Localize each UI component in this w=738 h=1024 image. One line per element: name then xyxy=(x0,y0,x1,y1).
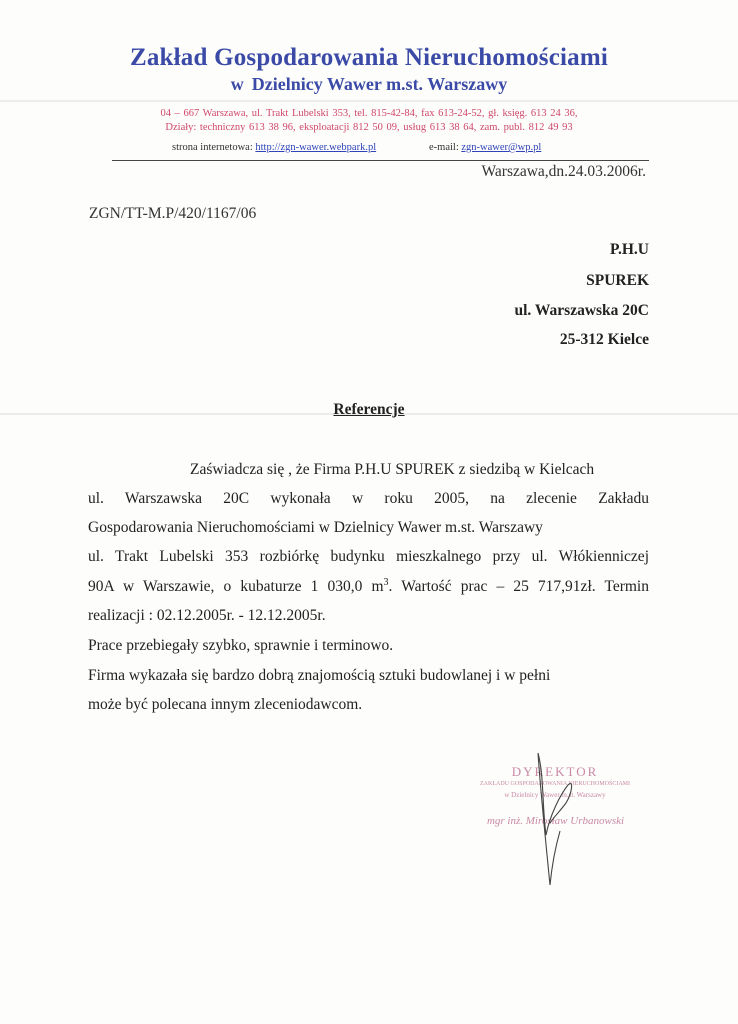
email-label: e-mail: xyxy=(429,142,459,153)
recipient-line: ul. Warszawska 20C xyxy=(514,302,649,319)
stamp-line: ZAKŁADU GOSPODAROWANIA NIERUCHOMOŚCIAMI xyxy=(479,781,630,787)
organization-subtitle-text: Dzielnicy Wawer m.st. Warszawy xyxy=(251,74,508,94)
body-line: ul. Trakt Lubelski 353 rozbiórkę budynku mieszkalnego przy ul. Włókienniczej xyxy=(88,548,649,565)
website-link[interactable]: http://zgn-wawer.webpark.pl xyxy=(255,142,377,153)
email-link[interactable]: zgn-wawer@wp.pl xyxy=(461,142,542,153)
reference-number: ZGN/TT-M.P/420/1167/06 xyxy=(89,205,257,222)
body-line: Zaświadcza się , że Firma P.H.U SPUREK z siedzibą w Kielcach xyxy=(190,461,595,478)
recipient-line: P.H.U xyxy=(609,241,649,258)
letter-date: Warszawa,dn.24.03.2006r. xyxy=(481,163,646,180)
body-line: ul. Warszawska 20C wykonała w roku 2005, na zlecenie Zakładu xyxy=(88,490,649,507)
body-line: Prace przebiegały szybko, sprawnie i terminowo. xyxy=(88,637,394,654)
letterhead-divider xyxy=(112,160,649,161)
body-line: 90A w Warszawie, o kubaturze 1 030,0 $m^3$. Wartość prac – 25 717,91zł. Termin xyxy=(88,577,649,596)
body-line: Firma wykazała się bardzo dobrą znajomością sztuki budowlanej i w pełni xyxy=(88,667,551,684)
organization-subtitle-prefix: w xyxy=(230,74,244,94)
organization-subtitle xyxy=(0,74,738,95)
organization-name: Zakład Gospodarowania Nieruchomościami xyxy=(129,44,609,71)
address-line: 04 – 667 Warszawa, ul. Trakt Lubelski 353, tel. 815-42-84, fax 613-24-52, gł. księg. 613 24 36, xyxy=(160,108,578,119)
stamp-line: w Dzielnicy Wawer m.st. Warszawy xyxy=(504,791,606,799)
departments-line: Działy: techniczny 613 38 96, eksploatacji 812 50 09, usług 613 38 64, zam. publ. 812 49 93 xyxy=(165,122,573,133)
stamp-name: mgr inż. Mirosław Urbanowski xyxy=(486,815,625,827)
paper-fold-line xyxy=(0,100,738,102)
email-info xyxy=(429,142,541,153)
stamp-title: DYREKTOR xyxy=(511,764,599,779)
website-info xyxy=(172,142,376,153)
website-label: strona internetowa: xyxy=(172,142,253,153)
recipient-line: SPUREK xyxy=(586,272,649,289)
body-line: realizacji : 02.12.2005r. - 12.12.2005r. xyxy=(88,607,326,624)
body-line: może być polecana innym zleceniodawcom. xyxy=(88,696,363,713)
recipient-line: 25-312 Kielce xyxy=(559,331,649,348)
body-line: Gospodarowania Nieruchomościami w Dzielnicy Wawer m.st. Warszawy xyxy=(88,519,543,536)
handwritten-signature xyxy=(520,745,610,895)
letter-title: Referencje xyxy=(333,401,405,418)
